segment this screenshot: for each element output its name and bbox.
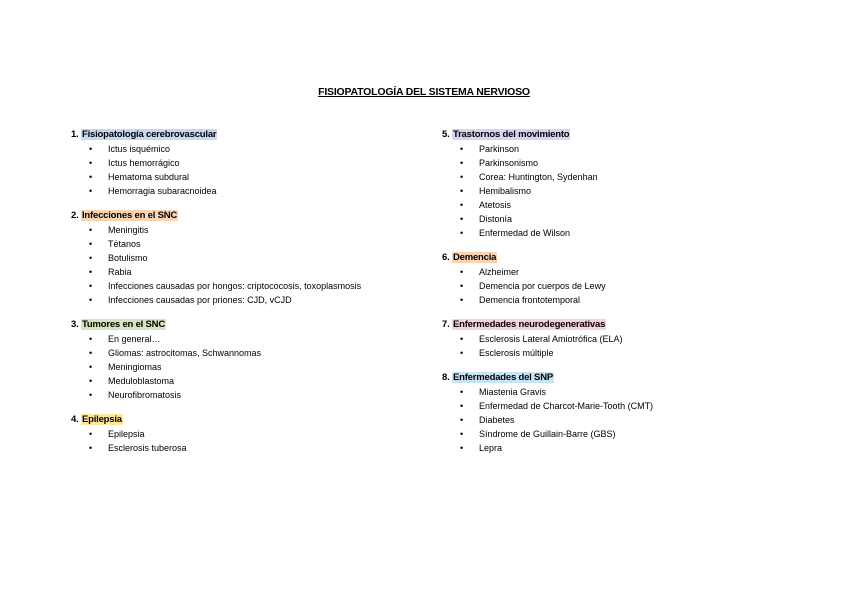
bullet-icon: •	[460, 429, 464, 439]
bullet-icon: •	[460, 172, 464, 182]
section-heading	[71, 128, 431, 142]
bullet-icon: •	[89, 253, 93, 263]
section-heading	[442, 251, 802, 265]
section-tumores	[71, 318, 431, 402]
bullet-icon: •	[460, 281, 464, 291]
list-item: • Demencia frontotemporal	[460, 295, 581, 305]
section-label: Infecciones en el SNC	[81, 210, 178, 221]
list-item: • Neurofibromatosis	[89, 390, 182, 400]
item-list	[71, 332, 431, 402]
bullet-icon: •	[89, 376, 93, 386]
bullet-icon: •	[89, 186, 93, 196]
list-item: • Lepra	[460, 443, 503, 453]
section-label: Enfermedades del SNP	[452, 372, 553, 383]
list-item: • Atetosis	[460, 200, 512, 210]
section-heading	[71, 209, 431, 223]
section-number: 8.	[442, 372, 450, 383]
bullet-icon: •	[89, 390, 93, 400]
section-number: 7.	[442, 319, 450, 330]
item-list	[442, 332, 802, 360]
list-item: • Meningitis	[89, 225, 149, 235]
bullet-icon: •	[89, 281, 93, 291]
item-list	[442, 385, 802, 455]
section-label: Enfermedades neurodegenerativas	[452, 319, 606, 330]
section-label: Tumores en el SNC	[81, 319, 165, 330]
section-label: Demencia	[452, 252, 497, 263]
list-item: • Rabia	[89, 267, 132, 277]
list-item: • Miastenia Gravis	[460, 387, 547, 397]
list-item: • En general…	[89, 334, 161, 344]
list-item: • Ictus hemorrágico	[89, 158, 180, 168]
list-item: • Hematoma subdural	[89, 172, 190, 182]
list-item: • Esclerosis Lateral Amiotrófica (ELA)	[460, 334, 623, 344]
section-neurodegenerativas	[442, 318, 802, 360]
bullet-icon: •	[460, 295, 464, 305]
list-item: • Gliomas: astrocitomas, Schwannomas	[89, 348, 262, 358]
bullet-icon: •	[460, 401, 464, 411]
section-movimiento	[442, 128, 802, 240]
section-number: 1.	[71, 129, 79, 140]
bullet-icon: •	[89, 362, 93, 372]
bullet-icon: •	[460, 200, 464, 210]
section-number: 2.	[71, 210, 79, 221]
section-label: Epilepsia	[81, 414, 122, 425]
bullet-icon: •	[89, 267, 93, 277]
section-number: 6.	[442, 252, 450, 263]
item-list	[71, 142, 431, 198]
bullet-icon: •	[89, 429, 93, 439]
list-item: • Esclerosis múltiple	[460, 348, 554, 358]
list-item: • Enfermedad de Wilson	[460, 228, 571, 238]
bullet-icon: •	[89, 225, 93, 235]
list-item: • Parkinson	[460, 144, 520, 154]
list-item: • Ictus isquémico	[89, 144, 171, 154]
bullet-icon: •	[460, 415, 464, 425]
list-item: • Hemibalismo	[460, 186, 532, 196]
list-item: • Esclerosis tuberosa	[89, 443, 187, 453]
bullet-icon: •	[460, 348, 464, 358]
section-snp	[442, 371, 802, 455]
section-infecciones	[71, 209, 431, 307]
list-item: • Infecciones causadas por hongos: criptococosis, toxoplasmosis	[89, 281, 362, 291]
list-item: • Meningiomas	[89, 362, 162, 372]
list-item: • Enfermedad de Charcot-Marie-Tooth (CMT)	[460, 401, 654, 411]
bullet-icon: •	[89, 295, 93, 305]
bullet-icon: •	[89, 172, 93, 182]
right-column	[442, 128, 802, 466]
list-item: • Diabetes	[460, 415, 515, 425]
bullet-icon: •	[460, 334, 464, 344]
bullet-icon: •	[460, 228, 464, 238]
bullet-icon: •	[89, 158, 93, 168]
list-item: • Alzheimer	[460, 267, 520, 277]
item-list	[71, 427, 431, 455]
list-item: • Tétanos	[89, 239, 141, 249]
left-column	[71, 128, 431, 466]
list-item: • Parkinsonismo	[460, 158, 539, 168]
item-list	[442, 142, 802, 240]
bullet-icon: •	[89, 334, 93, 344]
section-number: 4.	[71, 414, 79, 425]
section-demencia	[442, 251, 802, 307]
item-list	[442, 265, 802, 307]
list-item: • Epilepsia	[89, 429, 145, 439]
section-heading	[442, 128, 802, 142]
list-item: • Infecciones causadas por priones: CJD, vCJD	[89, 295, 292, 305]
bullet-icon: •	[460, 158, 464, 168]
section-epilepsia	[71, 413, 431, 455]
bullet-icon: •	[460, 214, 464, 224]
bullet-icon: •	[89, 443, 93, 453]
bullet-icon: •	[89, 144, 93, 154]
list-item: • Meduloblastoma	[89, 376, 175, 386]
bullet-icon: •	[89, 348, 93, 358]
bullet-icon: •	[89, 239, 93, 249]
bullet-icon: •	[460, 144, 464, 154]
section-label: Fisiopatología cerebrovascular	[81, 129, 217, 140]
bullet-icon: •	[460, 443, 464, 453]
section-number: 3.	[71, 319, 79, 330]
section-heading	[71, 318, 431, 332]
list-item: • Botulismo	[89, 253, 148, 263]
section-label: Trastornos del movimiento	[452, 129, 570, 140]
section-number: 5.	[442, 129, 450, 140]
bullet-icon: •	[460, 387, 464, 397]
section-heading	[71, 413, 431, 427]
list-item: • Distonía	[460, 214, 513, 224]
list-item: • Síndrome de Guillain-Barre (GBS)	[460, 429, 616, 439]
list-item: • Corea: Huntington, Sydenhan	[460, 172, 598, 182]
section-cerebrovascular	[71, 128, 431, 198]
page-title: FISIOPATOLOGÍA DEL SISTEMA NERVIOSO	[318, 86, 530, 98]
section-heading	[442, 318, 802, 332]
list-item: • Demencia por cuerpos de Lewy	[460, 281, 606, 291]
section-heading	[442, 371, 802, 385]
bullet-icon: •	[460, 186, 464, 196]
item-list	[71, 223, 431, 307]
bullet-icon: •	[460, 267, 464, 277]
list-item: • Hemorragia subaracnoidea	[89, 186, 217, 196]
